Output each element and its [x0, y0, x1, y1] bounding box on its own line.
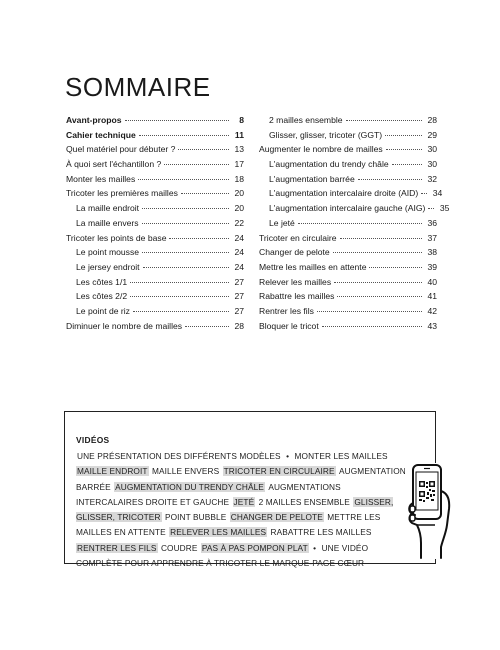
- video-item[interactable]: METTRE LES MAILLES EN ATTENTE: [76, 512, 381, 538]
- video-item[interactable]: AUGMENTATIONS INTERCALAIRES DROITE ET GAUCHE: [76, 481, 341, 507]
- toc-entry-page-number: 41: [427, 291, 437, 302]
- toc-entry-page-number: 8: [239, 115, 244, 125]
- toc-leader-dots: [334, 282, 422, 283]
- video-item[interactable]: JETÉ: [233, 496, 255, 507]
- toc-entry-label: Rentrer les fils: [259, 305, 314, 316]
- toc-entry: [259, 231, 437, 246]
- toc-leader-dots: [143, 267, 229, 268]
- videos-box: [64, 411, 436, 569]
- toc-entry-page-number: 37: [427, 232, 437, 243]
- toc-leader-dots: [178, 149, 229, 150]
- toc-entry: [259, 245, 437, 260]
- toc-leader-dots: [139, 135, 229, 136]
- toc-entry-page-number: 22: [234, 217, 244, 228]
- video-item[interactable]: MONTER LES MAILLES: [294, 451, 388, 461]
- toc-entry: [259, 216, 437, 231]
- toc-entry-page-number: 13: [234, 144, 244, 155]
- video-item[interactable]: TRICOTER EN CIRCULAIRE: [223, 466, 335, 477]
- video-item[interactable]: PAS À PAS POMPON PLAT: [201, 542, 308, 553]
- toc-leader-dots: [298, 223, 422, 224]
- toc-entry-page-number: 24: [234, 261, 244, 272]
- toc-leader-dots: [138, 179, 229, 180]
- toc-entry-label: Tricoter les premières mailles: [66, 188, 178, 199]
- toc-entry-label: Le point de riz: [76, 305, 130, 316]
- toc-leader-dots: [337, 296, 422, 297]
- toc-entry: [66, 231, 244, 246]
- toc-leader-dots: [333, 252, 422, 253]
- toc-leader-dots: [386, 149, 422, 150]
- bullet-separator: •: [313, 542, 317, 553]
- video-item[interactable]: UNE VIDÉO COMPLÈTE POUR APPRENDRE À TRICOTER LE MARQUE-PAGE CŒUR: [76, 542, 369, 569]
- toc-entry: [259, 172, 437, 187]
- toc-entry-label: La maille endroit: [76, 203, 140, 214]
- video-item[interactable]: CHANGER DE PELOTE: [230, 512, 323, 523]
- toc-entry: [259, 186, 443, 201]
- toc-entry-page-number: 11: [234, 129, 244, 140]
- videos-list: [76, 449, 408, 571]
- toc-entry-page-number: 30: [427, 144, 437, 155]
- toc-entry-label: Mettre les mailles en attente: [259, 261, 367, 272]
- toc-entry-page-number: 38: [427, 247, 437, 258]
- toc-entry-label: Relever les mailles: [259, 276, 332, 287]
- toc-leader-dots: [317, 311, 422, 312]
- toc-entry-label: Avant-propos: [66, 115, 122, 125]
- toc-entry-label: L'augmentation barrée: [269, 173, 355, 184]
- toc-entry: [259, 128, 437, 143]
- toc-entry-label: Quel matériel pour débuter ?: [66, 144, 176, 155]
- video-item[interactable]: GLISSER, GLISSER, TRICOTER: [76, 496, 394, 523]
- toc-entry: [66, 113, 244, 128]
- toc-entry-page-number: 24: [234, 247, 244, 258]
- toc-entry: [259, 142, 437, 157]
- toc-entry: [259, 113, 437, 128]
- toc-entry: [259, 275, 437, 290]
- toc-entry-label: 2 mailles ensemble: [269, 115, 343, 125]
- toc-leader-dots: [346, 120, 422, 121]
- toc-entry-page-number: 30: [427, 159, 437, 170]
- toc-leader-dots: [130, 296, 229, 297]
- toc-entry: [259, 289, 437, 304]
- toc-entry: [66, 157, 244, 172]
- toc-entry-page-number: 28: [427, 115, 437, 125]
- toc-entry-label: Les côtes 1/1: [76, 276, 128, 287]
- video-item[interactable]: MAILLE ENVERS: [151, 466, 220, 477]
- toc-entry: [66, 172, 244, 187]
- toc-entry: [259, 157, 437, 172]
- toc-leader-dots: [181, 193, 229, 194]
- toc-entry-page-number: 36: [427, 217, 437, 228]
- toc-leader-dots: [369, 267, 422, 268]
- toc-entry-page-number: 20: [234, 203, 244, 214]
- toc-entry: [66, 260, 244, 275]
- toc-entry-page-number: 27: [234, 276, 244, 287]
- toc-entry: [66, 289, 244, 304]
- toc-column-right: [259, 113, 450, 333]
- toc-entry-page-number: 43: [427, 320, 437, 331]
- toc-entry-label: Cahier technique: [66, 129, 136, 140]
- toc-entry-page-number: 18: [234, 173, 244, 184]
- video-item[interactable]: AUGMENTATION BARRÉE: [76, 466, 406, 492]
- toc-entry-page-number: 39: [427, 261, 437, 272]
- toc-entry-page-number: 28: [234, 320, 244, 331]
- toc-entry: [66, 186, 244, 201]
- toc-leader-dots: [133, 311, 229, 312]
- toc-entry-label: Monter les mailles: [66, 173, 136, 184]
- toc-entry-label: Bloquer le tricot: [259, 320, 319, 331]
- toc-entry-page-number: 20: [234, 188, 244, 199]
- toc-entry-page-number: 27: [234, 305, 244, 316]
- toc-leader-dots: [421, 193, 427, 194]
- toc-entry: [66, 142, 244, 157]
- toc-leader-dots: [142, 252, 229, 253]
- toc-entry-page-number: 35: [439, 203, 450, 214]
- videos-title: VIDÉOS: [76, 435, 110, 445]
- video-item[interactable]: RABATTRE LES MAILLES: [270, 527, 372, 538]
- toc-entry: [66, 201, 244, 216]
- toc-entry-page-number: 42: [427, 305, 437, 316]
- toc-leader-dots: [185, 326, 229, 327]
- toc-leader-dots: [428, 208, 434, 209]
- toc-entry-label: Diminuer le nombre de mailles: [66, 320, 183, 331]
- toc-entry-page-number: 32: [427, 173, 437, 184]
- toc-entry: [66, 245, 244, 260]
- hand-phone-qr-icon: [405, 463, 455, 559]
- toc-entry: [66, 304, 244, 319]
- video-item[interactable]: UNE PRÉSENTATION DES DIFFÉRENTS MODÈLES: [77, 451, 281, 461]
- toc-entry: [66, 275, 244, 290]
- toc-entry-label: Augmenter le nombre de mailles: [259, 144, 383, 155]
- toc-entry-page-number: 40: [427, 276, 437, 287]
- toc-leader-dots: [130, 282, 229, 283]
- toc-leader-dots: [164, 164, 229, 165]
- toc-entry-page-number: 24: [234, 232, 244, 243]
- toc-entry: [259, 304, 437, 319]
- toc-column-left: [66, 113, 244, 333]
- toc-entry-label: Le point mousse: [76, 247, 140, 258]
- toc-entry: [66, 216, 244, 231]
- toc-entry: [259, 201, 450, 216]
- toc-entry-label: La maille envers: [76, 217, 139, 228]
- toc-leader-dots: [142, 223, 229, 224]
- toc-entry: [259, 319, 437, 334]
- toc-entry-page-number: 17: [234, 159, 244, 170]
- toc-leader-dots: [385, 135, 422, 136]
- toc-entry: [66, 319, 244, 334]
- video-item[interactable]: COUDRE: [160, 542, 198, 553]
- video-item[interactable]: AUGMENTATION DU TRENDY CHÂLE: [115, 481, 264, 492]
- toc-entry-label: L'augmentation intercalaire gauche (AIG): [269, 203, 426, 214]
- toc-leader-dots: [340, 238, 422, 239]
- toc-entry-label: Changer de pelote: [259, 247, 330, 258]
- toc-leader-dots: [169, 238, 229, 239]
- toc-leader-dots: [125, 120, 229, 121]
- toc-entry-label: L'augmentation du trendy châle: [269, 159, 389, 170]
- video-item[interactable]: 2 MAILLES ENSEMBLE: [258, 496, 350, 507]
- toc-leader-dots: [358, 179, 422, 180]
- page-title: SOMMAIRE: [65, 72, 211, 102]
- toc-entry-page-number: 34: [432, 188, 443, 199]
- toc-entry: [66, 128, 244, 143]
- bullet-separator: •: [286, 451, 290, 461]
- toc-entry-label: Glisser, glisser, tricoter (GGT): [269, 129, 383, 140]
- video-item[interactable]: MAILLE ENDROIT: [77, 466, 148, 477]
- toc-leader-dots: [142, 208, 229, 209]
- toc-entry-label: Tricoter les points de base: [66, 232, 167, 243]
- toc-entry-label: L'augmentation intercalaire droite (AID): [269, 188, 419, 199]
- toc-leader-dots: [392, 164, 422, 165]
- video-item[interactable]: POINT BUBBLE: [164, 512, 227, 523]
- toc-entry-label: Les côtes 2/2: [76, 291, 128, 302]
- video-item[interactable]: RELEVER LES MAILLES: [170, 527, 267, 538]
- toc-leader-dots: [322, 326, 422, 327]
- toc-entry-label: Le jersey endroit: [76, 261, 140, 272]
- toc-entry-page-number: 27: [234, 291, 244, 302]
- video-item[interactable]: RENTRER LES FILS: [77, 542, 157, 553]
- toc-entry-page-number: 29: [427, 129, 437, 140]
- toc-entry-label: Rabattre les mailles: [259, 291, 335, 302]
- toc-entry-label: À quoi sert l'échantillon ?: [66, 159, 162, 170]
- toc-entry-label: Le jeté: [269, 217, 295, 228]
- toc-entry: [259, 260, 437, 275]
- toc-entry-label: Tricoter en circulaire: [259, 232, 337, 243]
